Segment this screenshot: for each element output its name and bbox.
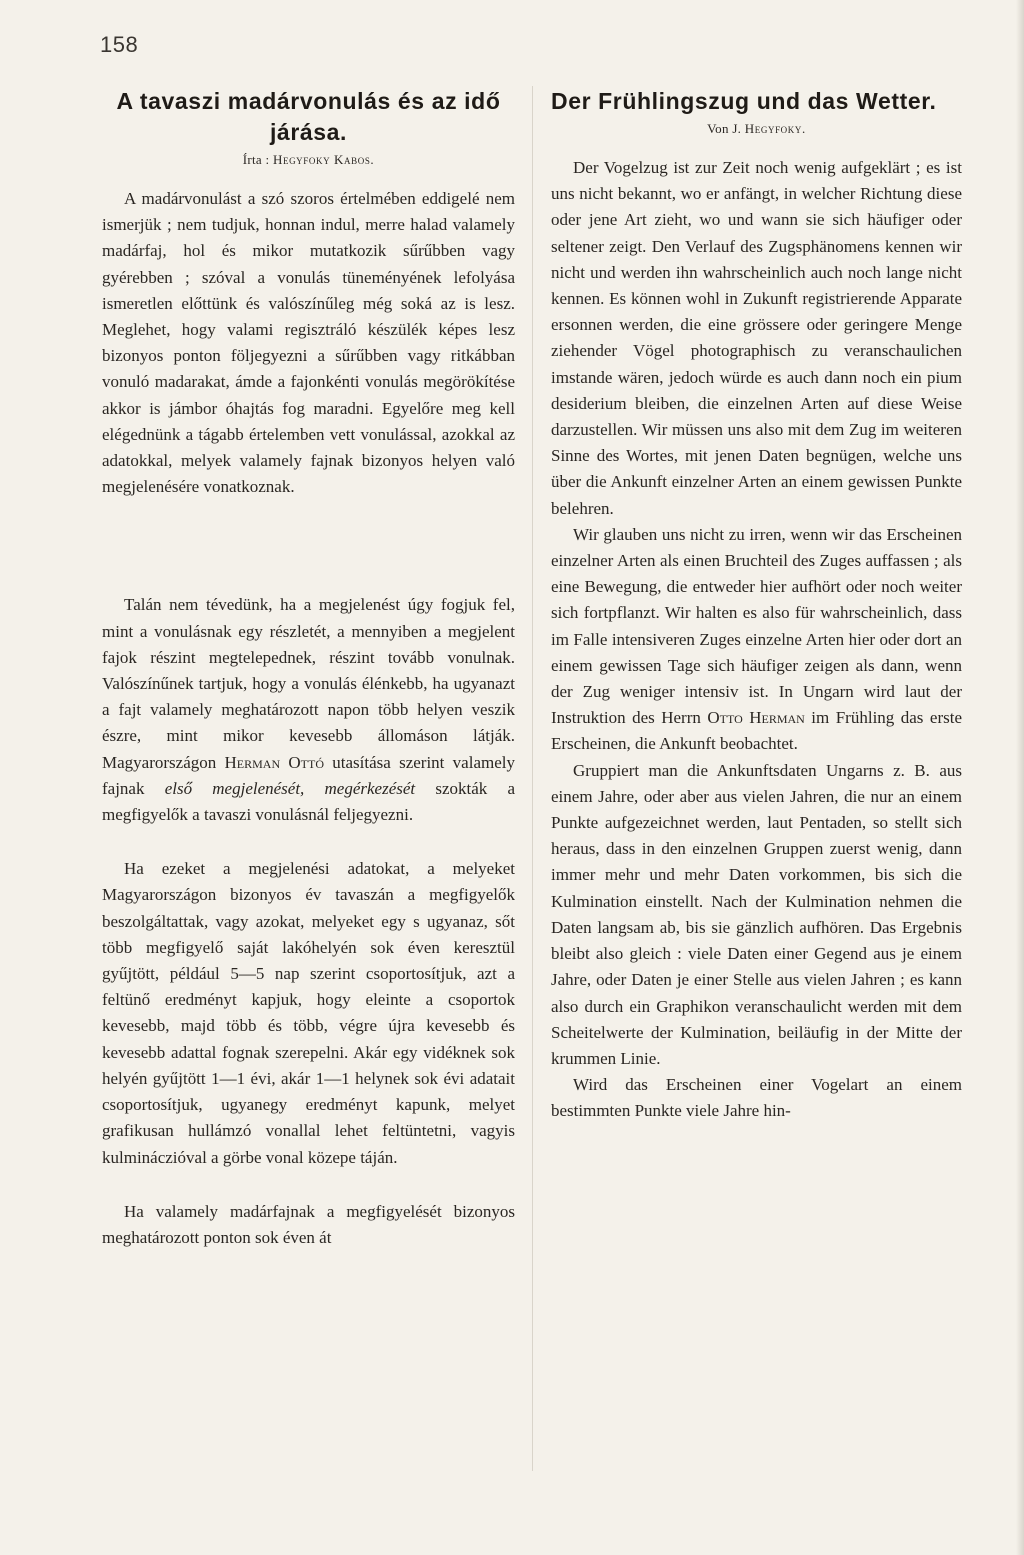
german-p2-text-a: Wir glauben uns nicht zu irren, wenn wir das Erscheinen einzelner Arten als einen Bruchteil des Zuges auffassen ; als eine Bewegung, die entweder hier aufhört oder noch weiter sich fortpflanzt. Wir halten es also für wahrscheinlich, dass im Falle intensiveren Zuges einzelne Arten hier oder dort an einem gewissen Tage sich häufiger zeigen als dann, wenn der Zug weniger intensiv ist. In Ungarn wird laut der Instruktion des Herrn bbox=[551, 524, 962, 728]
hungarian-p2-italic: első megjelenését, megérkezését bbox=[164, 778, 416, 798]
hungarian-column bbox=[102, 86, 515, 1465]
hungarian-article-title: A tavaszi madárvonulás és az idő járása. bbox=[116, 88, 501, 145]
hungarian-paragraph-2 bbox=[102, 592, 515, 828]
hungarian-p2-text-a: Talán nem tévedünk, ha a megjelenést úgy fogjuk fel, mint a vonulásnak egy részletét, a mennyiben a megjelent fajok részint megtelepednek, részint tovább vonulnak. Valószínűnek tartjuk, hogy a vonulás élénkebb, ha ugyanazt a fajt valamely meghatározott napon több helyen veszik észre, mint mikor kevesebb állomáson látják. Magyarországon bbox=[102, 595, 515, 772]
german-byline-author: Hegyfoky. bbox=[744, 121, 806, 136]
hungarian-paragraph-3: Ha ezeket a megjelenési adatokat, a melyeket Magyarországon bizonyos év tavaszán a megfigyelők beszolgáltattak, vagy azokat, melyeket egy s ugyanaz, sőt több megfigyelő saját lakóhelyén sok éven keresztül gyűjtött, például 5—5 nap szerint csoportosítjuk, azt a feltünő eredményt kapjuk, hogy eleinte a csoportok kevesebb, majd több és több, végre újra kevesebb és kevesebb adattal fognak szerepelni. Akár egy vidéknek sok helyén gyűjtött 1—1 évi, akár 1—1 helynek sok évi adatait csoportosítjuk, ugyanegy eredményt kapunk, melyet grafikusan hullámzó vonallal lehet feltüntetni, vagyis kulmináczióval a görbe vonal közepe táján. bbox=[102, 859, 515, 1167]
hungarian-paragraph-1: A madárvonulást a szó szoros értelmében eddigelé nem ismerjük ; nem tudjuk, honnan indul, merre halad valamely madárfaj, hol és mikor mutatkozik sűrűbben vagy gyérebben ; szóval a vonulás tüneményének lefolyása ismeretlen előttünk és valószínűleg még soká az is lesz. Meglehet, hogy valami regisztráló készülék képes lesz bizonyos ponton följegyezni a sűrűbben vagy ritkábban vonuló madarakat, ámde a fajonkénti vonulás megörökítése akkor is jámbor óhajtás fog maradni. Egyelőre meg kell elégednünk a tágabb értelemben vett vonulással, azokkal az adatokkal, melyek valamely fajnak bizonyos helyen való megjelenésére vonatkoznak. bbox=[102, 189, 515, 497]
column-divider bbox=[532, 86, 533, 1471]
hungarian-p2-name: Herman Ottó bbox=[224, 752, 325, 772]
german-paragraph-1: Der Vogelzug ist zur Zeit noch wenig aufgeklärt ; es ist uns nicht bekannt, wo er anfängt, in welcher Richtung diese oder jene Art zieht, wo und wann sie sich häufiger oder seltener zeigt. Den Verlauf des Zugsphänomens kennen wir nicht und werden ihn wahrscheinlich auch noch lange nicht kennen. Es können wohl in Zukunft registrierende Apparate ersonnen werden, die eine grössere oder geringere Menge ziehender Vögel photographisch zu veranschaulichen imstande wären, jedoch würde es auch dann noch ein pium desiderium bleiben, die einzelnen Arten auf diese Weise darzustellen. Wir müssen uns also mit dem Zug im weiteren Sinne des Wortes, mit jenen Daten begnügen, welche uns über die Ankunft einzelner Arten an einem gewissen Punkte belehren. bbox=[551, 158, 962, 518]
german-article-title: Der Frühlingszug und das Wetter. bbox=[551, 88, 937, 114]
german-byline-prefix: Von J. bbox=[707, 121, 745, 136]
page-number: 158 bbox=[100, 32, 139, 57]
hungarian-byline-author: Hegyfoky Kabos. bbox=[272, 152, 375, 167]
hungarian-byline bbox=[102, 152, 515, 168]
page-edge-shadow bbox=[1016, 0, 1024, 1555]
german-p2-text-b: im Frühling das erste Erscheinen, die Ankunft beobachtet. bbox=[551, 708, 962, 754]
german-paragraph-2 bbox=[551, 522, 962, 758]
german-paragraph-3: Gruppiert man die Ankunftsdaten Ungarns z. B. aus einem Jahre, oder aber aus vielen Jahren, die nur an einem Punkte aufgezeichnet werden, laut Pentaden, so stellt sich heraus, dass in den einzelnen Gruppen zuerst wenig, dann immer mehr und mehr Daten vorkommen, bis sich die Kulmination einstellt. Nach der Kulmination nehmen die Daten langsam ab, bis sie gänzlich aufhören. Das Ergebnis bleibt also gleich : viele Daten einer Gegend aus je einem Jahre, oder Daten je einer Stelle aus vielen Jahren ; es kann also durch ein Graphikon veranschaulicht werden mit dem Scheitelwerte der Kulmination, beiläufig in der Mitte der krummen Linie. bbox=[551, 760, 962, 1068]
hungarian-byline-prefix: Írta : bbox=[242, 152, 273, 167]
german-paragraph-4: Wird das Erscheinen einer Vogelart an einem bestimmten Punkte viele Jahre hin- bbox=[551, 1075, 962, 1121]
german-byline bbox=[551, 121, 962, 137]
hungarian-p2-text-c: szokták a megfigyelők a tavaszi vonulásnál feljegyezni. bbox=[102, 778, 515, 825]
hungarian-paragraph-4: Ha valamely madárfajnak a megfigyelését bizonyos meghatározott ponton sok éven át bbox=[102, 1201, 515, 1247]
hungarian-p2-text-b: utasítása szerint valamely fajnak bbox=[102, 752, 515, 798]
german-p2-name: Otto Herman bbox=[707, 708, 805, 728]
german-column bbox=[551, 86, 962, 1465]
